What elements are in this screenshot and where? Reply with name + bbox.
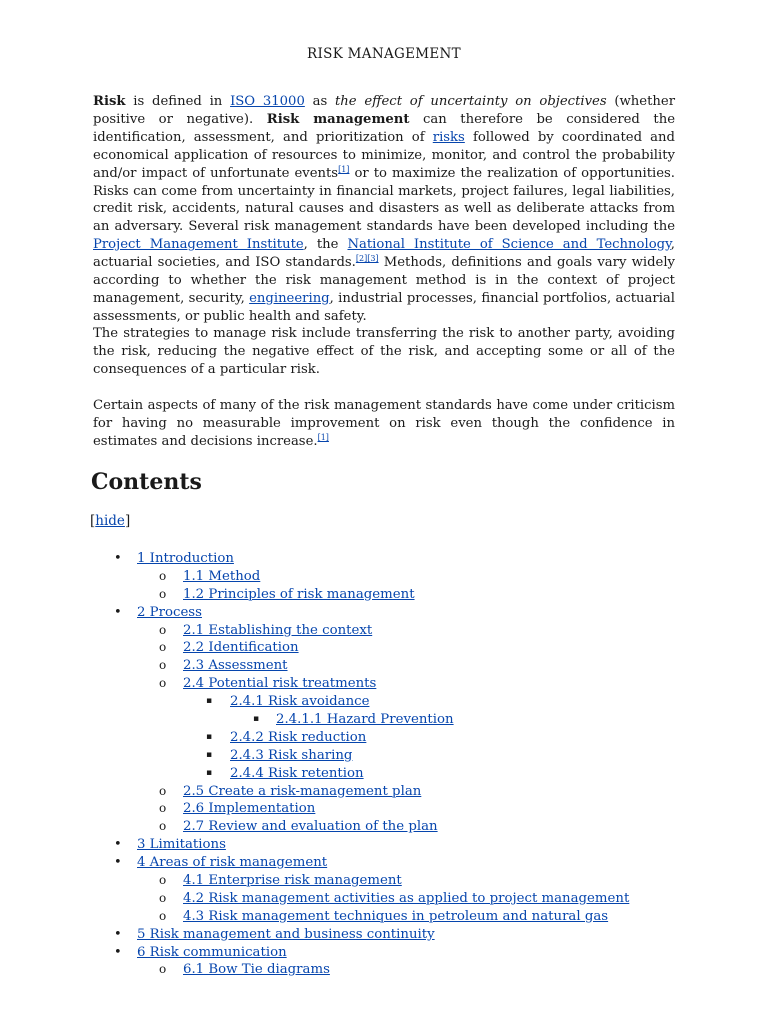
toc-link[interactable]: 4.1 Enterprise risk management <box>183 873 402 889</box>
toc-link[interactable]: 4 Areas of risk management <box>137 855 328 871</box>
bullet-icon: ▪ <box>206 767 213 778</box>
toc-item <box>93 586 653 604</box>
text-run: Certain aspects of many of the risk management standards have come under criticism for having no measurable improvement on risk even though the confidence in estimates and decisions increase. <box>93 398 675 449</box>
link-iso-31000[interactable]: ISO 31000 <box>230 94 305 109</box>
toc-link[interactable]: 2.1 Establishing the context <box>183 622 373 638</box>
toc-item <box>93 604 653 622</box>
toc-item <box>93 657 653 675</box>
toc-link[interactable]: 1.1 Method <box>183 568 261 584</box>
bullet-icon: o <box>159 676 167 691</box>
link-risks[interactable]: risks <box>432 129 465 145</box>
toc-link[interactable]: 2.2 Identification <box>183 640 299 656</box>
toc-link[interactable]: 2.3 Assessment <box>183 658 288 674</box>
bullet-icon: • <box>114 944 122 960</box>
toc-item <box>93 550 653 568</box>
bullet-icon: • <box>114 855 122 871</box>
toc-item <box>93 639 653 657</box>
bullet-icon: • <box>114 837 122 853</box>
definition-italic: the effect of uncertainty on objectives <box>335 94 607 109</box>
toc-link[interactable]: 2.4.3 Risk sharing <box>230 747 353 763</box>
toc-item <box>93 747 653 765</box>
toc-item <box>93 729 653 747</box>
bullet-icon: ▪ <box>206 731 213 742</box>
text-run: (whether positive or negative). <box>93 94 676 127</box>
risk-management-term: Risk management <box>266 111 410 127</box>
toc-link[interactable]: 3 Limitations <box>137 837 226 853</box>
page-title: RISK MANAGEMENT <box>307 46 461 62</box>
toc-item <box>93 961 653 979</box>
bullet-icon: ▪ <box>206 696 213 707</box>
toc-link[interactable]: 2.6 Implementation <box>183 801 316 817</box>
reference-1-link[interactable]: [1] <box>317 432 329 442</box>
toc-link[interactable]: 4.3 Risk management techniques in petroleum and natural gas <box>183 908 609 924</box>
bullet-icon: o <box>159 873 167 888</box>
strategies-paragraph: The strategies to manage risk include transferring the risk to another party, avoiding the risk, reducing the negative effect of the risk, and accepting some or all of the consequences of a particular risk. <box>93 326 675 377</box>
toc-item <box>93 568 653 586</box>
toc-item <box>93 926 653 944</box>
bullet-icon: • <box>114 926 122 942</box>
bullet-icon: • <box>114 551 122 566</box>
toc-item <box>93 675 653 693</box>
toc-item <box>93 783 653 801</box>
toc-link[interactable]: 1.2 Principles of risk management <box>183 586 415 602</box>
toc-link[interactable]: 2.4 Potential risk treatments <box>183 676 377 692</box>
reference-2-3-link[interactable]: [2][3] <box>355 254 379 264</box>
toc-item <box>93 622 653 640</box>
toc-link[interactable]: 6.1 Bow Tie diagrams <box>183 962 330 978</box>
text-run: Methods, definitions and goals vary widely according to whether the risk management method is in the context of project management, security, <box>93 255 676 306</box>
text-run: followed by coordinated and economical application of resources to minimize, monitor, and control the probability and/or impact of unfortunate events <box>93 129 675 181</box>
text-run: is defined in <box>125 94 231 109</box>
bracket-close: ] <box>124 513 131 529</box>
toc-item <box>93 818 653 836</box>
bullet-icon: o <box>159 622 167 637</box>
toc-link[interactable]: 1 Introduction <box>137 551 234 566</box>
bullet-icon: o <box>159 658 167 673</box>
bullet-icon: o <box>159 568 167 583</box>
bullet-icon: o <box>159 908 167 923</box>
link-nist[interactable]: National Institute of Science and Technology <box>347 237 671 253</box>
toc-item <box>93 765 653 783</box>
criticism-paragraph <box>93 397 675 451</box>
toc-link[interactable]: 5 Risk management and business continuity <box>137 926 435 942</box>
toc-link[interactable]: 2 Process <box>137 604 202 620</box>
bullet-icon: o <box>159 586 167 601</box>
toc-link[interactable]: 2.5 Create a risk-management plan <box>183 783 422 799</box>
bullet-icon: o <box>159 819 167 834</box>
intro-paragraph <box>93 93 675 326</box>
risk-term: Risk <box>93 94 126 109</box>
toc-link[interactable]: 4.2 Risk management activities as applied to project management <box>183 890 630 906</box>
toc-toggle <box>90 513 130 529</box>
contents-heading: Contents <box>91 469 202 495</box>
text-run: , the <box>303 237 348 253</box>
text-run: , industrial processes, financial portfolios, actuarial assessments, or public health and safety. <box>93 290 675 324</box>
bullet-icon: ▪ <box>253 714 260 725</box>
toc-link[interactable]: 6 Risk communication <box>137 944 287 960</box>
toc-link[interactable]: 2.4.1 Risk avoidance <box>230 694 370 710</box>
text-run: , actuarial societies, and ISO standards. <box>93 237 675 271</box>
toc-link[interactable]: 2.4.2 Risk reduction <box>230 729 367 745</box>
bracket-open: [ <box>90 513 96 529</box>
toc-item <box>93 944 653 962</box>
toc-link[interactable]: 2.4.1.1 Hazard Prevention <box>276 712 454 728</box>
reference-1-link[interactable]: [1] <box>338 164 350 174</box>
link-engineering[interactable]: engineering <box>249 290 330 306</box>
bullet-icon: o <box>159 962 167 977</box>
toc-item <box>93 693 653 711</box>
bullet-icon: o <box>159 890 167 905</box>
toc-item <box>93 872 653 890</box>
toc-item <box>93 854 653 872</box>
toc-item <box>93 836 653 854</box>
bullet-icon: o <box>159 640 167 655</box>
table-of-contents <box>93 550 653 979</box>
toc-link[interactable]: 2.7 Review and evaluation of the plan <box>183 819 438 835</box>
toc-item <box>93 890 653 908</box>
hide-toc-link[interactable]: hide <box>95 513 125 529</box>
toc-link[interactable]: 2.4.4 Risk retention <box>230 765 364 781</box>
text-run: or to maximize the realization of opportunities. Risks can come from uncertainty in financial markets, project failures, legal liabilities, credit risk, accidents, natural causes and disasters as well as deliberate attacks from an adversary. Several risk management standards have been developed including the <box>93 165 675 235</box>
toc-item <box>93 908 653 926</box>
bullet-icon: o <box>159 783 167 798</box>
toc-item <box>93 800 653 818</box>
text-run: can therefore be considered the identification, assessment, and prioritization of <box>93 111 676 145</box>
link-pmi[interactable]: Project Management Institute <box>93 237 304 253</box>
bullet-icon: o <box>159 801 167 816</box>
bullet-icon: ▪ <box>206 749 213 760</box>
text-run: as <box>304 94 335 109</box>
bullet-icon: • <box>114 604 122 620</box>
toc-item <box>93 711 653 729</box>
